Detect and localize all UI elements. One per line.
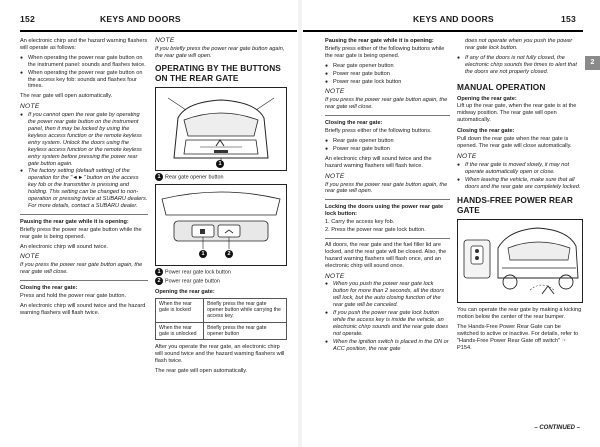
closing-heading: Closing the rear gate: bbox=[457, 128, 515, 135]
note-bullets bbox=[20, 112, 148, 210]
note-bullets bbox=[457, 162, 582, 191]
table-cell: When the rear gate is locked bbox=[156, 298, 204, 322]
closing-heading: Closing the rear gate: bbox=[325, 120, 383, 127]
header-rule bbox=[20, 30, 297, 32]
section-title: OPERATING BY THE BUTTONS ON THE REAR GATE bbox=[155, 62, 281, 83]
gate-buttons-drawing bbox=[156, 185, 286, 265]
table-cell: Briefly press the rear gate opener button while carrying the access key. bbox=[204, 298, 287, 322]
callout-marker: 1 bbox=[155, 173, 163, 181]
list-item: ● When you push the power rear gate lock button for more than 2 seconds, all the doors will lock, but the auto closing function of the rear gate will be canceled. bbox=[325, 281, 450, 309]
table-cell: When the rear gate is unlocked bbox=[156, 322, 204, 340]
section-divider bbox=[325, 238, 450, 239]
callout-marker: 1 bbox=[199, 250, 207, 258]
note-bullets bbox=[325, 281, 450, 352]
section-divider bbox=[20, 214, 148, 215]
list-item: ● If you push the power rear gate lock button while the access key is inside the vehicle, an electronic chirp sounds and the rear gate does not operate. bbox=[325, 310, 450, 338]
left-column bbox=[20, 38, 148, 320]
caption-row bbox=[155, 268, 287, 276]
note-heading: NOTE bbox=[155, 37, 175, 44]
auto-open-text: The rear gate will open automatically. bbox=[20, 93, 113, 100]
list-item: ● When leaving the vehicle, make sure that all doors and the rear gate are completely locked. bbox=[457, 177, 582, 191]
auto-open-text: The rear gate will open automatically. bbox=[155, 368, 248, 375]
rear-gate-buttons-illustration bbox=[155, 184, 287, 266]
note-heading: NOTE bbox=[20, 103, 40, 111]
rear-gate-drawing bbox=[156, 88, 286, 170]
hands-free-illustration bbox=[457, 219, 583, 303]
figure-caption bbox=[155, 268, 287, 285]
binding-gutter bbox=[298, 0, 302, 447]
list-item: 1. Carry the access key fob. bbox=[325, 219, 395, 226]
list-item: ● When operating the power rear gate button on the access key fob: sounds and flashes four times. bbox=[20, 70, 148, 91]
note-text: If you press the power rear gate button again, the rear gate will open. bbox=[325, 181, 448, 195]
note-heading: NOTE bbox=[325, 88, 345, 96]
right-page bbox=[303, 0, 600, 447]
note-text: If you briefly press the power rear gate button again, the rear gate will open. bbox=[155, 45, 285, 59]
closing-chirp-text: An electronic chirp will sound twice and the hazard warning flashers will flash twice. bbox=[20, 303, 146, 316]
note-text: If you press the power rear gate button again, the rear gate will close. bbox=[325, 97, 448, 111]
opening-heading: Opening the rear gate: bbox=[155, 288, 215, 295]
list-item: 2. Press the power rear gate lock button. bbox=[325, 227, 426, 234]
hands-free-switch-text[interactable]: The Hands-Free Power Rear Gate can be switched to active or inactive. For details, refer to "Hands-Free Power Rear Gate off switch" ☞ P154. bbox=[457, 324, 579, 351]
closing-text: Pull down the rear gate when the rear gate is opened. The rear gate will close automatically. bbox=[457, 136, 572, 149]
callout-marker: 1 bbox=[155, 268, 163, 276]
section-divider bbox=[325, 199, 450, 200]
pausing-heading: Pausing the rear gate while it is opening: bbox=[20, 218, 129, 225]
section-title: MANUAL OPERATION bbox=[457, 81, 546, 92]
chapter-tab: 2 bbox=[585, 56, 600, 70]
opening-heading: Opening the rear gate: bbox=[457, 95, 517, 102]
closing-bullets bbox=[325, 138, 450, 153]
callout-marker: 2 bbox=[155, 277, 163, 285]
section-title: HANDS-FREE POWER REAR GATE bbox=[457, 195, 573, 216]
list-item: ● If you cannot open the rear gate by operating the power rear gate button on the instrument panel, then it may be locked by using the keyless access function or the remote keyless entry system. Unlock the doors using the keyless access function or the remote keyless entry system before pressing the power rear gate button again. bbox=[20, 112, 148, 167]
locking-heading: Locking the doors using the power rear gate lock button: bbox=[325, 204, 444, 218]
list-item: ● Power rear gate button bbox=[325, 71, 450, 78]
note-heading: NOTE bbox=[325, 272, 345, 280]
list-item: ● Rear gate opener button bbox=[325, 138, 450, 145]
caption-text: Rear gate opener button bbox=[165, 174, 224, 181]
list-item: ● When the ignition switch is placed in the ON or ACC position, the rear gate bbox=[325, 339, 450, 353]
section-divider bbox=[20, 280, 148, 281]
locking-text: All doors, the rear gate and the fuel filler lid are locked, and the rear gate will be closed. Also, the hazard warning flashers will flash once, and an electronic chirp will sound once. bbox=[325, 241, 447, 269]
pausing-text: Briefly press the power rear gate button while the rear gate is being opened. bbox=[20, 226, 142, 240]
list-item: ● If the rear gate is moved slowly, it may not operate automatically open or close. bbox=[457, 162, 582, 176]
opening-text: Lift up the rear gate, when the rear gate is at the midway position. The rear gate will open automatically. bbox=[457, 103, 577, 124]
rear-gate-illustration bbox=[155, 87, 287, 171]
list-item: ● If any of the doors is not fully closed, the electronic chirp sounds five times to alert that the doors are not properly closed. bbox=[457, 55, 582, 76]
list-item: ● Power rear gate button bbox=[325, 146, 450, 153]
pausing-chirp-text: An electronic chirp will sound twice. bbox=[20, 243, 108, 250]
hands-free-drawing bbox=[458, 220, 582, 302]
callout-marker: 2 bbox=[225, 250, 233, 258]
table-row bbox=[156, 298, 287, 322]
continued-footer: – CONTINUED – bbox=[534, 425, 580, 431]
note-heading: NOTE bbox=[457, 152, 477, 160]
note-continued-text: does not operate when you push the power rear gate lock button. bbox=[465, 38, 573, 51]
pausing-heading: Pausing the rear gate while it is opening: bbox=[325, 38, 434, 44]
note-heading: NOTE bbox=[325, 172, 345, 180]
running-head: KEYS AND DOORS bbox=[413, 14, 494, 24]
hands-free-text: You can operate the rear gate by making a kicking motion below the center of the rear bumper. bbox=[457, 307, 582, 321]
closing-chirp-text: An electronic chirp will sound twice and the hazard warning flashers will flash twice. bbox=[325, 155, 432, 169]
list-item: ● Rear gate opener button bbox=[325, 63, 450, 70]
caption-text: Power rear gate lock button bbox=[165, 269, 231, 276]
note-text: If you press the power rear gate button again, the rear gate will close. bbox=[20, 262, 143, 276]
right-column bbox=[155, 38, 287, 378]
page-number: 152 bbox=[20, 14, 35, 24]
table-cell: Briefly press the rear gate opener button bbox=[204, 322, 287, 340]
callout-marker: 1 bbox=[216, 160, 224, 168]
caption-row bbox=[155, 277, 287, 285]
caption-text: Power rear gate button bbox=[165, 277, 220, 284]
table-row bbox=[156, 322, 287, 340]
after-operation-text: After you operate the rear gate, an electronic chirp will sound twice and the hazard warning flashers will flash twice. bbox=[155, 344, 285, 365]
intro-text: An electronic chirp and the hazard warning flashers will operate as follows: bbox=[20, 38, 148, 51]
pausing-bullets bbox=[325, 63, 450, 86]
list-item: ● The factory setting (default setting) of the operation for the "◄►" button on the access key fob or the transmitter is pressing and holding. This setting can be changed to non-operation or pressing twice at SUBARU dealers. For more details, contact a SUBARU dealer. bbox=[20, 168, 148, 209]
list-item: ● When operating the power rear gate button on the instrument panel: sounds and flashes twice. bbox=[20, 55, 148, 69]
closing-text: Briefly press either of the following buttons. bbox=[325, 128, 432, 135]
note-heading: NOTE bbox=[20, 253, 40, 261]
header-rule bbox=[303, 30, 583, 32]
figure-caption bbox=[155, 173, 287, 181]
running-head: KEYS AND DOORS bbox=[100, 14, 181, 24]
locking-steps bbox=[325, 219, 450, 234]
closing-text: Press and hold the power rear gate button. bbox=[20, 293, 127, 300]
note-bullets bbox=[457, 55, 582, 76]
page-number: 153 bbox=[561, 14, 576, 24]
operation-table bbox=[155, 298, 287, 340]
pausing-text: Briefly press either of the following buttons while the rear gate is being opened. bbox=[325, 45, 445, 59]
section-divider bbox=[325, 115, 450, 116]
left-column bbox=[325, 38, 450, 356]
left-page bbox=[0, 0, 297, 447]
right-column bbox=[457, 38, 582, 355]
intro-bullets bbox=[20, 55, 148, 91]
closing-heading: Closing the rear gate: bbox=[20, 285, 78, 292]
list-item: ● Power rear gate lock button bbox=[325, 79, 450, 86]
